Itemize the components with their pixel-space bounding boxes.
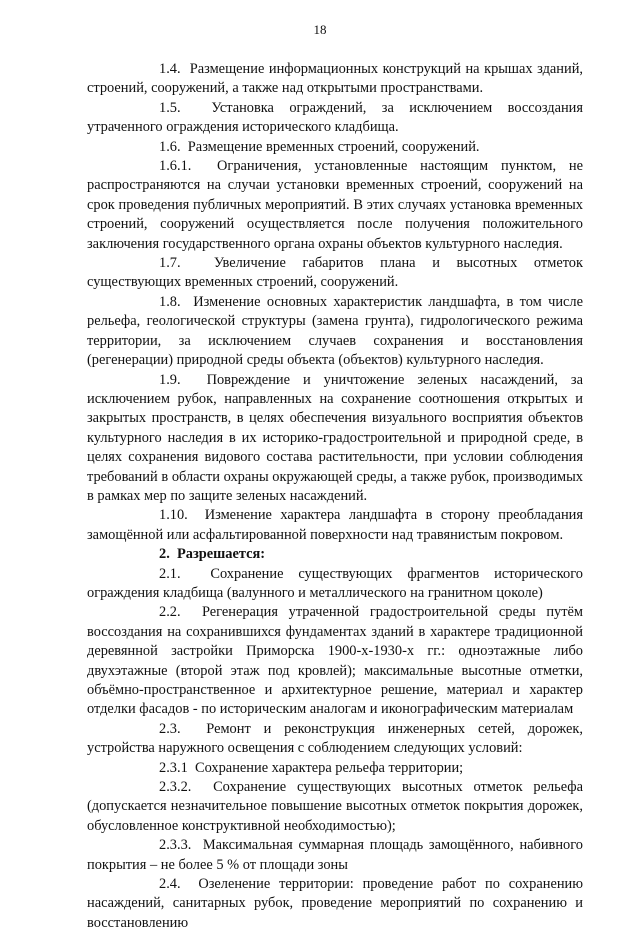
clause-paragraph <box>87 254 583 293</box>
clause-paragraph <box>87 138 583 157</box>
document-body <box>87 60 583 933</box>
clause-number: 1.7. <box>159 255 181 272</box>
clause-text: Сохранение существующих фрагментов исторического ограждения кладбища (валунного и металлического на гранитном цоколе) <box>87 565 583 601</box>
page-number: 18 <box>313 22 327 37</box>
clause-number: 2.4. <box>159 876 181 893</box>
clause-number: 1.4. <box>159 61 181 77</box>
clause-paragraph <box>87 506 583 545</box>
clause-text: Увеличение габаритов плана и высотных отметок существующих временных строений, сооружений. <box>87 255 583 291</box>
clause-paragraph <box>87 603 583 719</box>
clause-text: Сохранение существующих высотных отметок рельефа (допускается незначительное повышение высотных отметок покрытия дорожек, обусловленное конструктивной необходимостью); <box>87 779 583 834</box>
clause-number: 1.10. <box>159 507 188 524</box>
clause-number: 2.3.3. <box>159 837 192 854</box>
clause-paragraph <box>87 99 583 138</box>
clause-paragraph <box>87 157 583 254</box>
clause-number: 2. <box>159 546 170 563</box>
clause-number: 2.2. <box>159 604 181 621</box>
clause-paragraph <box>87 875 583 933</box>
clause-text: Установка ограждений, за исключением воссоздания утраченного ограждения исторического кладбища. <box>87 99 583 136</box>
clause-number: 1.6. <box>159 138 181 155</box>
clause-text: Ремонт и реконструкция инженерных сетей, дорожек, устройства наружного освещения с соблюдением следующих условий: <box>87 720 583 757</box>
clause-text: Изменение характера ландшафта в сторону преобладания замощённой или асфальтированной поверхности над травянистым покровом. <box>87 507 583 543</box>
clause-text: Максимальная суммарная площадь замощённого, набивного покрытия – не более 5 % от площади зоны <box>87 837 583 873</box>
clause-number: 2.1. <box>159 565 181 582</box>
clause-text: Регенерация утраченной градостроительной среды путём воссоздания на сохранившихся фундаментах зданий в характере традиционной деревянной застройки Приморска 1900-х-1930-х гг.: одноэтажные либо двухэтажные (второй этаж под кровлей); максимальные высотные отметки, объёмно-пространственное и архитектурное решение, материал и характер отделки фасадов - по историческим аналогам и иконографическим материалам <box>87 604 584 718</box>
clause-paragraph <box>87 778 583 836</box>
clause-paragraph <box>87 720 583 759</box>
clause-text: Сохранение характера рельефа территории; <box>194 759 464 776</box>
clause-text: Ограничения, установленные настоящим пунктом, не распространяются на случаи установки временных строений, сооружений на срок проведения публичных мероприятий. В этих случаях установка временных строений, сооружений осуществляется после получения положительного заключения государственного органа охраны объектов культурного наследия. <box>87 158 583 252</box>
clause-text: Размещение временных строений, сооружений. <box>187 138 480 155</box>
clause-text: Озеленение территории: проведение работ по сохранению насаждений, санитарных рубок, проведение мероприятий по сохранению и восстановлению <box>87 876 583 931</box>
section-heading <box>87 545 583 564</box>
clause-number: 2.3.2. <box>159 779 192 796</box>
clause-paragraph <box>87 565 583 604</box>
clause-text: Изменение основных характеристик ландшафта, в том числе рельефа, геологической структуры (замена грунта), гидрологического режима территории, за исключением случаев сохранения и восстановления (регенерации) природной среды объекта (объектов) культурного наследия. <box>87 293 583 369</box>
clause-number: 2.3. <box>159 720 181 737</box>
clause-paragraph <box>87 60 583 99</box>
clause-number: 1.6.1. <box>159 158 192 175</box>
clause-text: Размещение информационных конструкций на крышах зданий, строений, сооружений, а также над открытыми пространствами. <box>87 61 583 97</box>
clause-paragraph <box>87 759 583 778</box>
clause-paragraph <box>87 371 583 507</box>
clause-paragraph <box>87 836 583 875</box>
clause-text: Разрешается: <box>177 546 266 563</box>
clause-number: 1.9. <box>159 371 181 388</box>
clause-number: 2.3.1 <box>159 759 188 776</box>
clause-text: Повреждение и уничтожение зеленых насаждений, за исключением рубок, направленных на сохранение соотношения открытых и закрытых пространств, в целях обеспечения визуального восприятия объектов культурного наследия в их историко-градостроительной и природной среде, в целях сохранения видового состава растительности, при условии соблюдения требований в области охраны окружающей среды, а также рубок, производимых в рамках мер по защите зеленых насаждений. <box>87 371 583 504</box>
clause-paragraph <box>87 293 583 371</box>
clause-number: 1.8. <box>159 293 181 310</box>
clause-number: 1.5. <box>159 99 181 116</box>
